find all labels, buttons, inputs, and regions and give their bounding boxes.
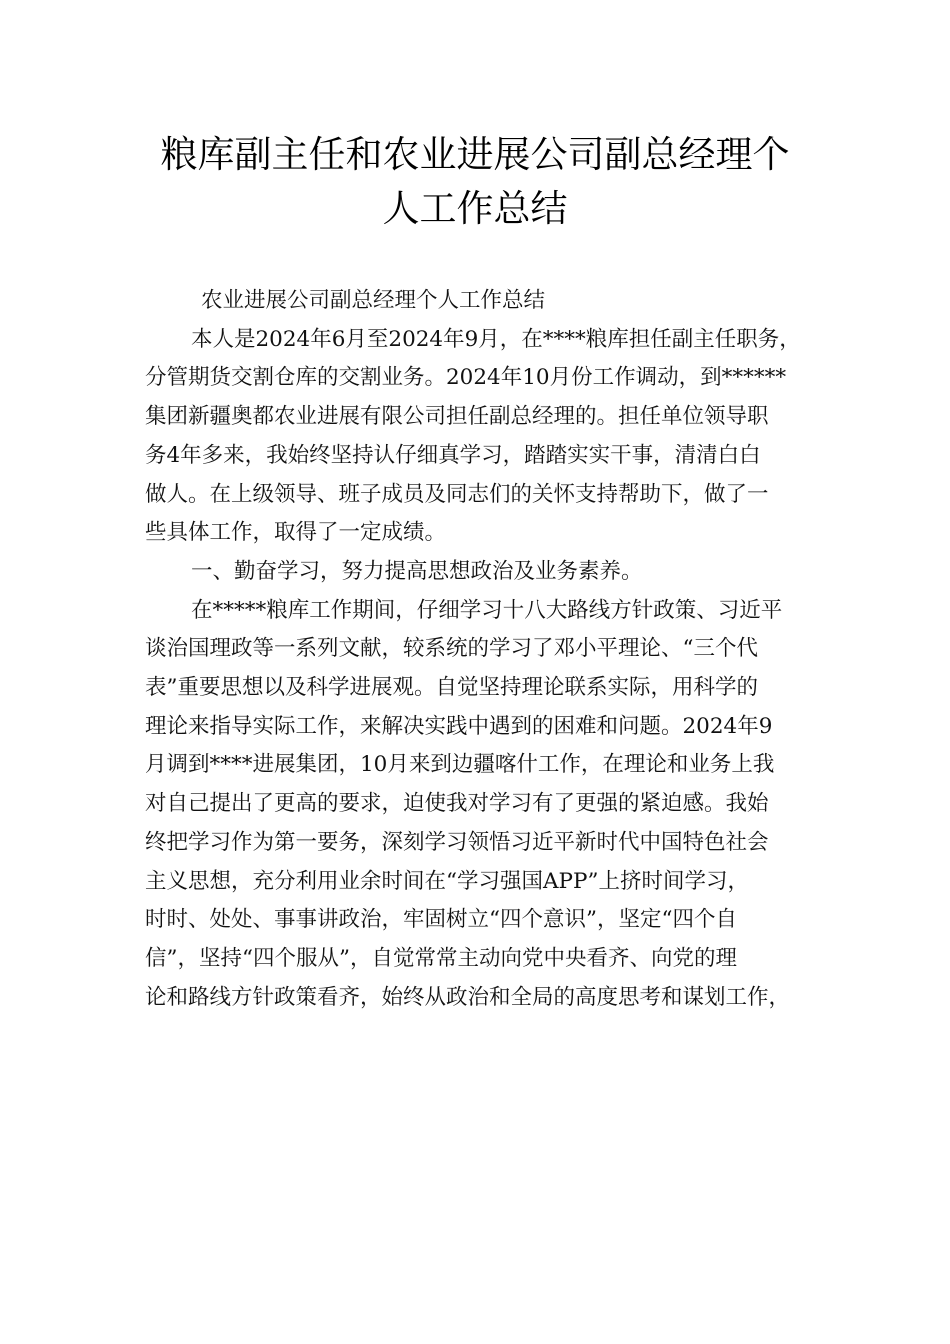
text-line: 农业进展公司副总经理个人工作总结: [201, 288, 546, 313]
text-line: 对自己提出了更高的要求，迫使我对学习有了更强的紧迫感。我始: [145, 791, 769, 817]
text-line: 本人是2024年6月至2024年9月，在****粮库担任副主任职务，: [191, 326, 801, 352]
text-line: 理论来指导实际工作，来解决实践中遇到的困难和问题。2024年9: [145, 713, 773, 739]
text-line: 信”，坚持“四个服从”，自觉常常主动向党中央看齐、向党的理: [145, 945, 737, 971]
text-line: 论和路线方针政策看齐，始终从政治和全局的高度思考和谋划工作，: [145, 984, 791, 1010]
title-line: 人工作总结: [382, 187, 568, 230]
text-line: 集团新疆奥都农业进展有限公司担任副总经理的。担任单位领导职: [145, 404, 769, 430]
section-paragraph: [145, 592, 815, 1018]
text-line: 在*****粮库工作期间，仔细学习十八大路线方针政策、习近平: [191, 597, 783, 623]
text-line: 谈治国理政等一系列文献，较系统的学习了邓小平理论、“三个代: [145, 636, 758, 662]
text-line: 月调到****进展集团，10月来到边疆喀什工作，在理论和业务上我: [145, 752, 775, 778]
text-line: 表”重要思想以及科学进展观。自觉坚持理论联系实际，用科学的: [145, 675, 758, 701]
title-line: 粮库副主任和农业进展公司副总经理个: [160, 133, 790, 176]
text-line: 些具体工作，取得了一定成绩。: [145, 520, 447, 546]
text-line: 一、勤奋学习，努力提高思想政治及业务素养。: [191, 558, 643, 584]
text-line: 做人。在上级领导、班子成员及同志们的关怀支持帮助下，做了一: [145, 481, 769, 507]
subtitle-paragraph: [145, 282, 815, 321]
document-body: [145, 282, 815, 1017]
text-line: 主义思想，充分利用业余时间在“学习强国APP”上挤时间学习，: [145, 868, 749, 894]
text-line: 分管期货交割仓库的交割业务。2024年10月份工作调动，到******: [145, 365, 787, 391]
document-title: [100, 128, 850, 236]
text-line: 务4年多来，我始终坚持认仔细真学习，踏踏实实干事，清清白白: [145, 442, 761, 468]
text-line: 终把学习作为第一要务，深刻学习领悟习近平新时代中国特色社会: [145, 829, 769, 855]
intro-paragraph: [145, 321, 815, 553]
text-line: 时时、处处、事事讲政治，牢固树立“四个意识”，坚定“四个自: [145, 907, 737, 933]
section-heading: [145, 553, 815, 592]
